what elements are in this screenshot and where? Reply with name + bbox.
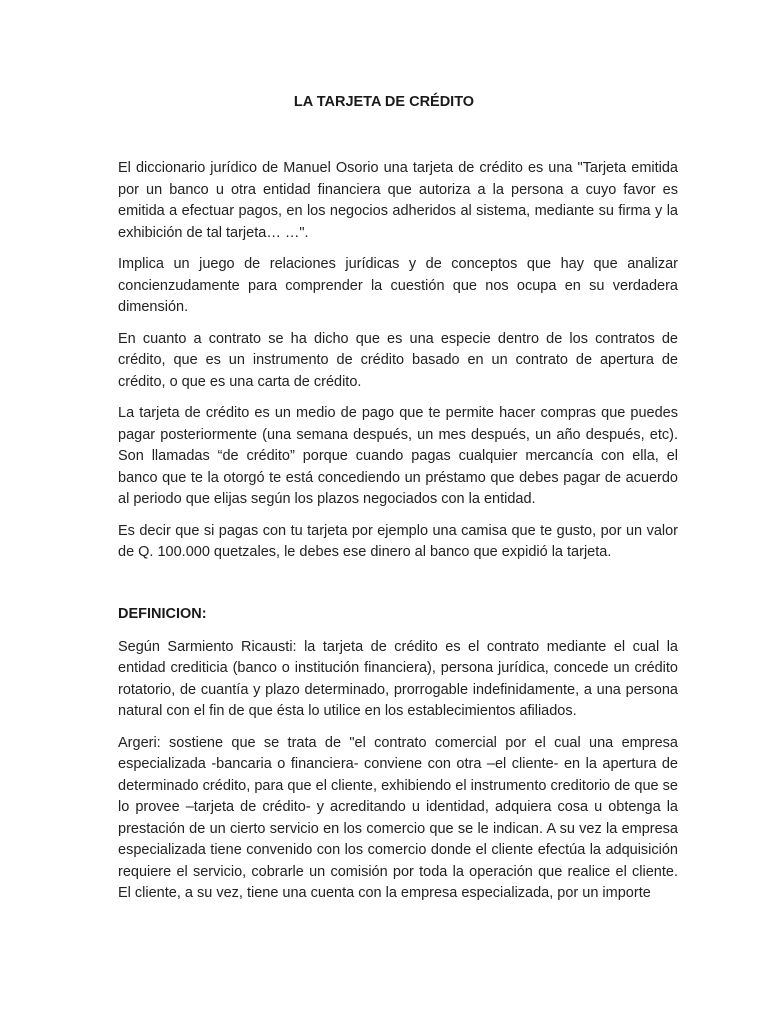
- paragraph-argeri: Argeri: sostiene que se trata de "el contrato comercial por el cual una empresa especializada -bancaria o financiera- conviene con otra –el cliente- en la apertura de determinado crédito, para que el cliente, exhibiendo el instrumento creditorio de que se lo provee –tarjeta de crédito- y acreditando u identidad, adquiera cosa u obtenga la prestación de un cierto servicio en los comercio que se le indican. A su vez la empresa especializada tiene convenido con los comercio donde el cliente efectúa la adquisición requiere el servicio, cobrarle un comisión por toda la operación que realice el cliente. El cliente, a su vez, tiene una cuenta con la empresa especializada, por un importe: [118, 734, 678, 901]
- paragraph-medio-de-pago: La tarjeta de crédito es un medio de pago que te permite hacer compras que puedes pagar posteriormente (una semana después, un mes después, un año después, etc). Son llamadas “de crédito” porque cuando pagas cualquier mercancía con ella, el banco que te la otorgó te está concediendo un préstamo que debes pagar de acuerdo al periodo que elijas según los plazos negociados con la entidad.: [118, 405, 678, 507]
- paragraph-sarmiento-ricausti: Según Sarmiento Ricausti: la tarjeta de crédito es el contrato mediante el cual la entidad crediticia (banco o institución financiera), persona jurídica, concede un crédito rotatorio, de cuantía y plazo determinado, prorrogable indefinidamente, a una persona natural con el fin de que ésta lo utilice en los establecimientos afiliados.: [118, 638, 678, 719]
- document-body: [118, 158, 678, 915]
- paragraph-ejemplo-camisa: Es decir que si pagas con tu tarjeta por ejemplo una camisa que te gusto, por un valor de Q. 100.000 quetzales, le debes ese dinero al banco que expidió la tarjeta.: [118, 522, 678, 560]
- paragraph-contrato: En cuanto a contrato se ha dicho que es una especie dentro de los contratos de crédito, que es un instrumento de crédito basado en un contrato de apertura de crédito, o que es una carta de crédito.: [118, 330, 678, 390]
- paragraph-relaciones-juridicas: Implica un juego de relaciones jurídicas y de conceptos que hay que analizar concienzudamente para comprender la cuestión que nos ocupa en su verdadera dimensión.: [118, 256, 678, 315]
- section-heading-definicion: DEFINICION:: [118, 605, 207, 622]
- paragraph-definition-osorio: El diccionario jurídico de Manuel Osorio una tarjeta de crédito es una "Tarjeta emitida por un banco u otra entidad financiera que autoriza a la persona a cuyo favor es emitida a efectuar pagos, en los negocios adheridos al sistema, mediante su firma y la exhibición de tal tarjeta… …".: [118, 160, 678, 241]
- document-title: LA TARJETA DE CRÉDITO: [293, 94, 475, 110]
